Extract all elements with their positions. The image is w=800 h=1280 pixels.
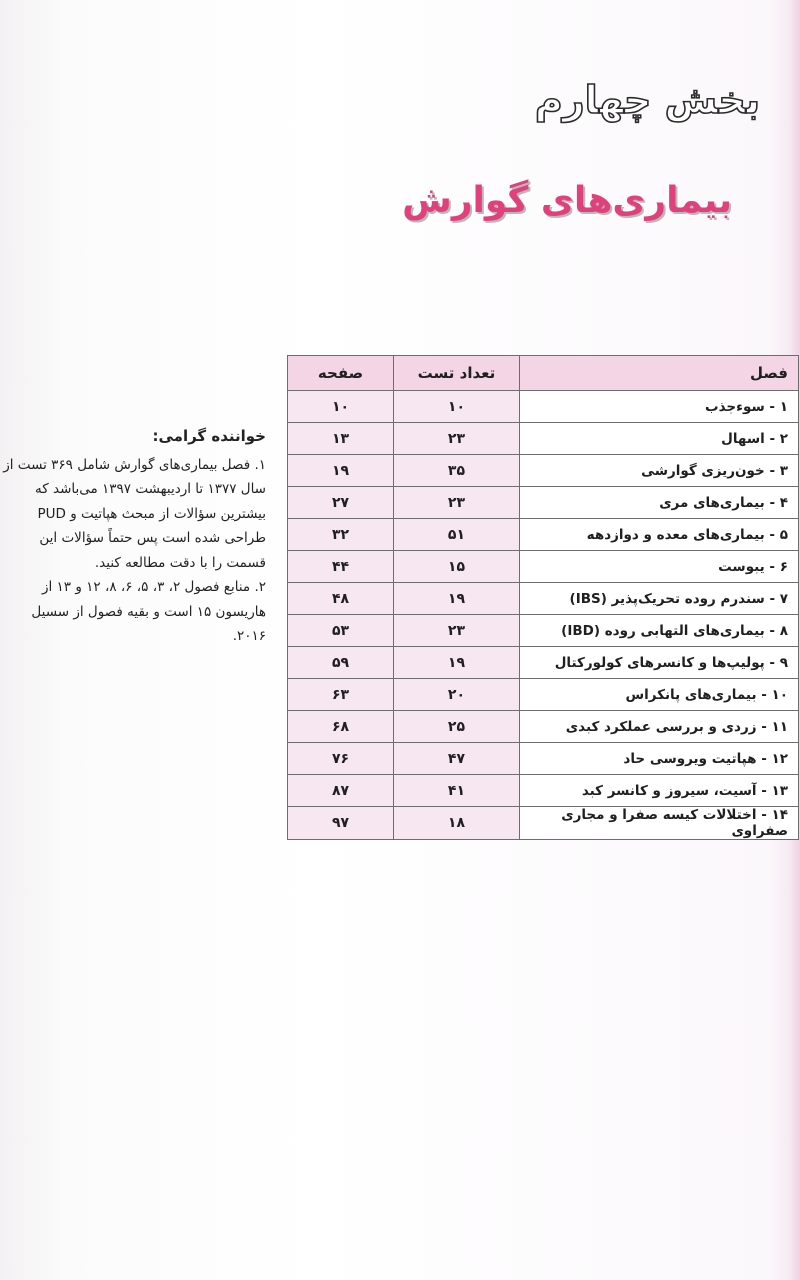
test-count: ۲۳ — [394, 615, 520, 647]
reader-note-item-2: ۲. منابع فصول ۲، ۳، ۵، ۶، ۸، ۱۲ و ۱۳ از هاریسون ۱۵ است و بقیه فصول از سسیل ۲۰۱۶. — [31, 579, 266, 644]
page-number: ۵۹ — [288, 647, 394, 679]
table-row — [288, 679, 799, 711]
test-count: ۱۸ — [394, 807, 520, 840]
test-count: ۱۵ — [394, 551, 520, 583]
chapter-name: ۱۴ - اختلالات کیسه صفرا و مجاری صفراوی — [519, 807, 798, 840]
chapter-name: ۵ - بیماری‌های معده و دوازدهه — [519, 519, 798, 551]
test-count: ۲۳ — [394, 423, 520, 455]
table-header-row — [288, 356, 799, 391]
test-count: ۴۷ — [394, 743, 520, 775]
chapter-name: ۶ - یبوست — [519, 551, 798, 583]
page-number: ۲۷ — [288, 487, 394, 519]
table-row — [288, 487, 799, 519]
table-row — [288, 583, 799, 615]
table-row — [288, 391, 799, 423]
chapter-name: ۱۳ - آسیت، سیروز و کانسر کبد — [519, 775, 798, 807]
chapter-name: ۴ - بیماری‌های مری — [519, 487, 798, 519]
table-row — [288, 775, 799, 807]
table-row — [288, 807, 799, 840]
reader-note — [0, 424, 272, 649]
table-row — [288, 519, 799, 551]
header-chapter: فصل — [519, 356, 798, 391]
section-label: بخش چهارم — [534, 78, 760, 122]
page-number: ۶۸ — [288, 711, 394, 743]
header-page: صفحه — [288, 356, 394, 391]
page-number: ۷۶ — [288, 743, 394, 775]
page-number: ۸۷ — [288, 775, 394, 807]
test-count: ۵۱ — [394, 519, 520, 551]
chapter-table — [287, 355, 799, 840]
test-count: ۲۵ — [394, 711, 520, 743]
test-count: ۲۰ — [394, 679, 520, 711]
page-number: ۵۳ — [288, 615, 394, 647]
chapter-name: ۱۲ - هپاتیت ویروسی حاد — [519, 743, 798, 775]
page-number: ۱۹ — [288, 455, 394, 487]
page-number: ۹۷ — [288, 807, 394, 840]
chapter-name: ۷ - سندرم روده تحریک‌پذیر (IBS) — [519, 583, 798, 615]
chapter-name: ۱۰ - بیماری‌های پانکراس — [519, 679, 798, 711]
page-number: ۶۳ — [288, 679, 394, 711]
test-count: ۱۹ — [394, 647, 520, 679]
chapter-name: ۲ - اسهال — [519, 423, 798, 455]
table-row — [288, 455, 799, 487]
header-test-count: تعداد تست — [394, 356, 520, 391]
chapter-name: ۹ - پولیپ‌ها و کانسرهای کولورکتال — [519, 647, 798, 679]
reader-note-item-1: ۱. فصل بیماری‌های گوارش شامل ۳۶۹ تست از سال ۱۳۷۷ تا اردیبهشت ۱۳۹۷ می‌باشد که بیشترین سؤالات از مبحث هپاتیت و PUD طراحی شده است پس حتماً سؤالات این قسمت را با دقت مطالعه کنید. — [3, 456, 266, 571]
test-count: ۴۱ — [394, 775, 520, 807]
reader-note-heading: خواننده گرامی: — [152, 427, 266, 445]
chapter-name: ۳ - خون‌ریزی گوارشی — [519, 455, 798, 487]
page-number: ۱۳ — [288, 423, 394, 455]
page-number: ۴۴ — [288, 551, 394, 583]
table-row — [288, 615, 799, 647]
page-number: ۳۲ — [288, 519, 394, 551]
test-count: ۱۰ — [394, 391, 520, 423]
test-count: ۲۳ — [394, 487, 520, 519]
table-row — [288, 647, 799, 679]
test-count: ۳۵ — [394, 455, 520, 487]
page-number: ۱۰ — [288, 391, 394, 423]
test-count: ۱۹ — [394, 583, 520, 615]
chapter-name: ۱۱ - زردی و بررسی عملکرد کبدی — [519, 711, 798, 743]
chapter-name: ۱ - سوءجذب — [519, 391, 798, 423]
chapter-name: ۸ - بیماری‌های التهابی روده (IBD) — [519, 615, 798, 647]
table-row — [288, 423, 799, 455]
page-number: ۴۸ — [288, 583, 394, 615]
table-row — [288, 711, 799, 743]
table-row — [288, 551, 799, 583]
table-row — [288, 743, 799, 775]
chapter-title: بیماری‌های گوارش — [402, 180, 732, 221]
